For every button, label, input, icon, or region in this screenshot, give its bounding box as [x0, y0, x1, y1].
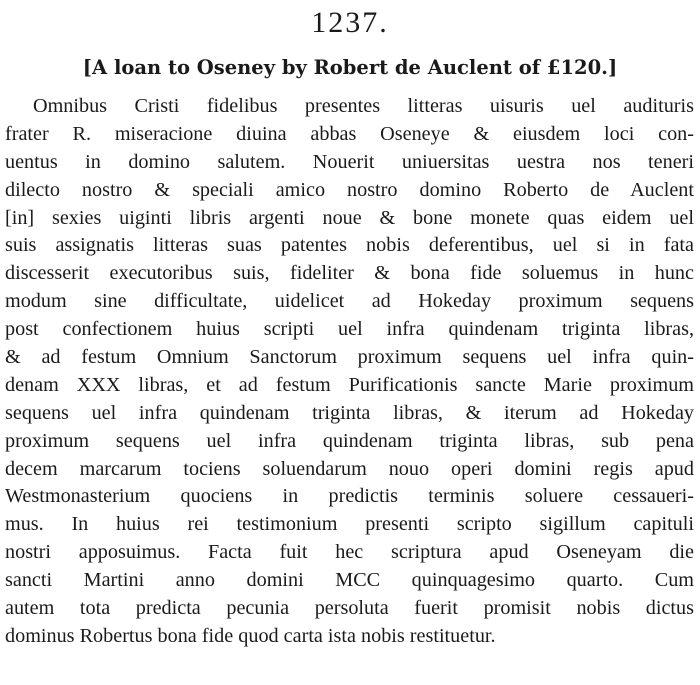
body-line: sancti Martini anno domini MCC quinquagesimo quarto. Cum [5, 569, 694, 592]
document-body [5, 93, 694, 651]
body-line: proximum sequens uel infra quindenam triginta libras, sub pena [5, 429, 694, 452]
body-line: sequens uel infra quindenam triginta libras, & iterum ad Hokeday [5, 401, 694, 424]
document-heading: [A loan to Oseney by Robert de Auclent of £120.] [82, 56, 618, 79]
body-line: denam XXX libras, et ad festum Purificationis sancte Marie proximum [5, 373, 694, 396]
document-number: 1237. [311, 6, 389, 39]
body-line: Westmonasterium quociens in predictis terminis soluere cessaueri- [5, 485, 694, 508]
body-line: mus. In huius rei testimonium presenti scripto sigillum capituli [5, 513, 694, 536]
body-line: discesserit executoribus suis, fideliter & bona fide soluemus in hunc [5, 262, 694, 285]
body-line: autem tota predicta pecunia persoluta fuerit promisit nobis dictus [5, 597, 694, 620]
body-line: frater R. miseracione diuina abbas Oseneye & eiusdem loci con- [5, 122, 694, 145]
body-line: modum sine difficultate, uidelicet ad Hokeday proximum sequens [5, 290, 694, 313]
body-line: nostri apposuimus. Facta fuit hec scriptura apud Oseneyam die [5, 541, 694, 564]
body-line: suis assignatis litteras suas patentes nobis deferentibus, uel si in fata [5, 234, 694, 257]
body-line: Omnibus Cristi fidelibus presentes litteras uisuris uel audituris [33, 95, 694, 117]
body-line: dominus Robertus bona fide quod carta ista nobis restituetur. [5, 624, 496, 647]
body-line: & ad festum Omnium Sanctorum proximum sequens uel infra quin- [5, 346, 694, 369]
body-line: dilecto nostro & speciali amico nostro domino Roberto de Auclent [5, 178, 694, 201]
body-line: post confectionem huius scripti uel infra quindenam triginta libras, [5, 318, 694, 341]
body-line: decem marcarum tociens soluendarum nouo operi domini regis apud [5, 457, 694, 480]
body-line: [in] sexies uiginti libris argenti noue & bone monete quas eidem uel [5, 206, 694, 229]
body-line: uentus in domino salutem. Nouerit uniuersitas uestra nos teneri [5, 150, 694, 173]
